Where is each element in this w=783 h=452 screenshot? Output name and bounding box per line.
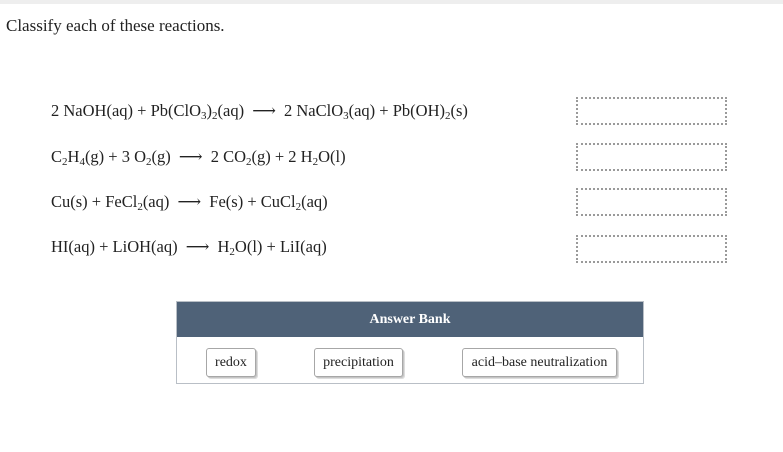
reaction-1-product-text: 2 NaClO (283, 101, 344, 120)
reaction-3-reactant-text: Cu(s) + FeCl (51, 192, 138, 211)
reaction-arrow: ⟶ (178, 147, 203, 166)
reaction-3-product-text: Fe(s) + CuCl (209, 192, 296, 211)
answer-chip-acid-base-neutralization[interactable]: acid–base neutralization (462, 348, 617, 377)
reaction-arrow: ⟶ (177, 192, 202, 211)
reaction-arrow: ⟶ (185, 237, 210, 256)
reaction-1-reactant-text: 2 NaOH(aq) + Pb(ClO (51, 101, 201, 120)
reaction-1: 2 NaOH(aq) + $Pb(ClO_3)_2(aq)$ ⟶ 2 NaClO$_3$(aq) + $Pb(OH)_2(s)$ (51, 101, 468, 122)
answer-chip-precipitation[interactable]: precipitation (314, 348, 403, 377)
answer-bank (176, 301, 644, 384)
drop-target-reaction-2[interactable] (576, 143, 727, 171)
reaction-2-reactant-text: C (51, 147, 63, 166)
reaction-3: Cu(s) + FeCl$_2$(aq) ⟶ Fe(s) + CuCl$_2$(aq) (51, 192, 328, 213)
drop-target-reaction-4[interactable] (576, 235, 727, 263)
reaction-2: $C_2H_4(g) + 3$ $O_2(g)$ ⟶ 2 $CO_2(g) + 2$ $H_2O(l)$ (51, 147, 346, 168)
drop-target-reaction-3[interactable] (576, 188, 727, 216)
answer-bank-title: Answer Bank (177, 302, 643, 337)
reaction-2-product-text: 2 CO (210, 147, 246, 166)
reaction-4-reactant-text: HI(aq) + LiOH(aq) (51, 237, 178, 256)
answer-chip-redox[interactable]: redox (206, 348, 256, 377)
top-strip (0, 0, 783, 4)
reaction-4-product-text: H (217, 237, 230, 256)
drop-target-reaction-1[interactable] (576, 97, 727, 125)
reaction-4: HI(aq) + LiOH(aq) ⟶ $H_2O(l) + LiI(aq)$ (51, 237, 327, 258)
answer-bank-body (177, 337, 643, 383)
instruction-text: Classify each of these reactions. (6, 16, 225, 35)
reaction-arrow: ⟶ (252, 101, 276, 120)
